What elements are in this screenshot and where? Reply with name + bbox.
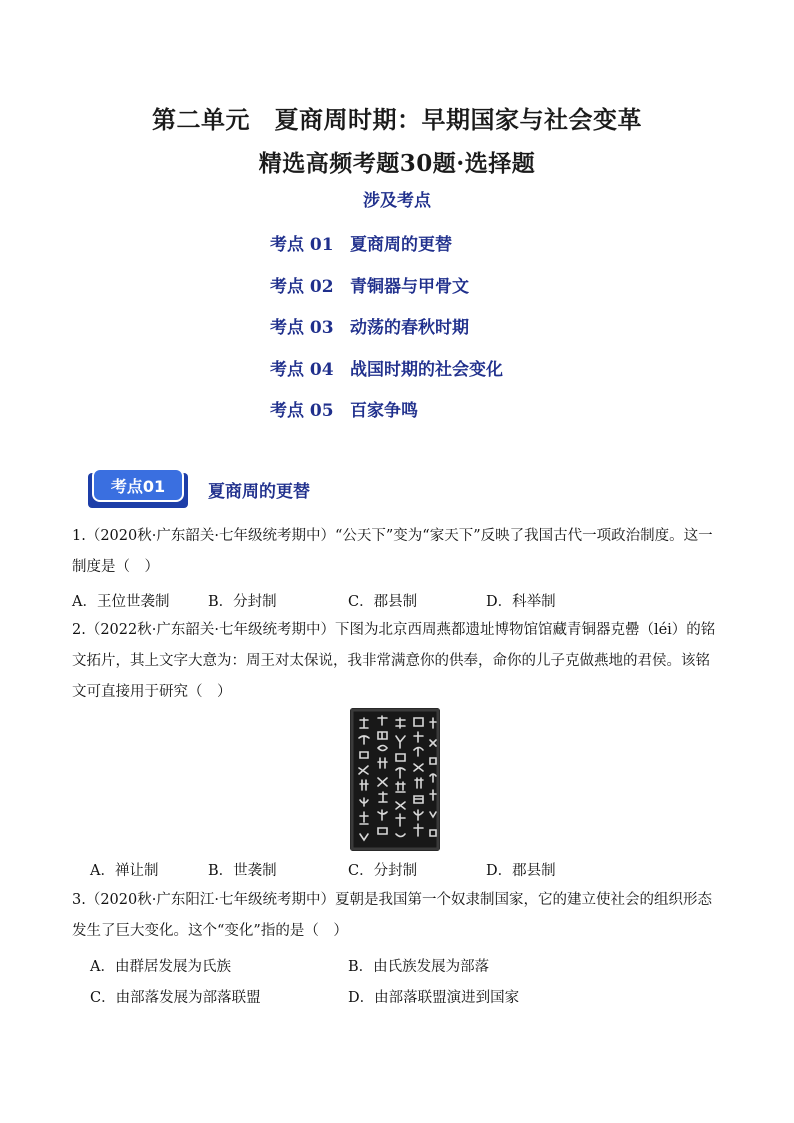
topic-name: 动荡的春秋时期	[350, 318, 469, 338]
section-tag-label: 考点01	[92, 468, 184, 502]
option-d: D．科举制	[486, 594, 556, 610]
option-c: C．分封制	[348, 863, 418, 879]
bronze-inscription-rubbing-image	[350, 708, 440, 851]
topic-item-05	[270, 396, 418, 421]
section-tag	[88, 468, 188, 508]
question-1-text: 1.（2020秋·广东韶关·七年级统考期中）“公天下”变为“家天下”反映了我国古代一项政治制度。这一制度是（ ）	[72, 528, 713, 575]
topic-code: 考点 02	[270, 277, 334, 297]
question-2-text: 2.（2022秋·广东韶关·七年级统考期中）下图为北京西周燕都遗址博物馆馆藏青铜器克罍（léi）的铭文拓片，其上文字大意为：周王对太保说，我非常满意你的供奉，命你的儿子克做燕地的君侯。该铭文可直接用于研究（ ）	[72, 622, 716, 700]
topic-name: 百家争鸣	[350, 401, 418, 421]
topic-name: 夏商周的更替	[350, 235, 452, 255]
option-a: A．王位世袭制	[72, 594, 170, 610]
document-subtitle: 精选高频考题30题·选择题	[258, 150, 536, 177]
document-title: 第二单元 夏商周时期：早期国家与社会变革	[152, 105, 642, 134]
section-title: 夏商周的更替	[208, 482, 310, 502]
topics-heading: 涉及考点	[363, 191, 431, 211]
option-a: A．由群居发展为氏族	[90, 959, 231, 975]
option-d: D．由部落联盟演进到国家	[348, 990, 520, 1006]
topic-code: 考点 04	[270, 360, 334, 380]
option-b: B．分封制	[208, 594, 277, 610]
topic-item-01	[270, 230, 452, 255]
topic-code: 考点 03	[270, 318, 334, 338]
option-c: C．由部落发展为部落联盟	[90, 990, 261, 1006]
topic-name: 青铜器与甲骨文	[350, 277, 469, 297]
option-d: D．郡县制	[486, 863, 556, 879]
topic-name: 战国时期的社会变化	[350, 360, 503, 380]
option-c: C．郡县制	[348, 594, 418, 610]
option-b: B．由氏族发展为部落	[348, 959, 490, 975]
topic-item-02	[270, 272, 469, 297]
topic-item-03	[270, 313, 469, 338]
topic-item-04	[270, 355, 503, 380]
topic-code: 考点 01	[270, 235, 334, 255]
section-header	[88, 468, 728, 508]
topic-code: 考点 05	[270, 401, 334, 421]
option-a: A．禅让制	[90, 863, 159, 879]
question-3-text: 3.（2020秋·广东阳江·七年级统考期中）夏朝是我国第一个奴隶制国家，它的建立使社会的组织形态发生了巨大变化。这个“变化”指的是（ ）	[72, 892, 712, 939]
option-b: B．世袭制	[208, 863, 277, 879]
